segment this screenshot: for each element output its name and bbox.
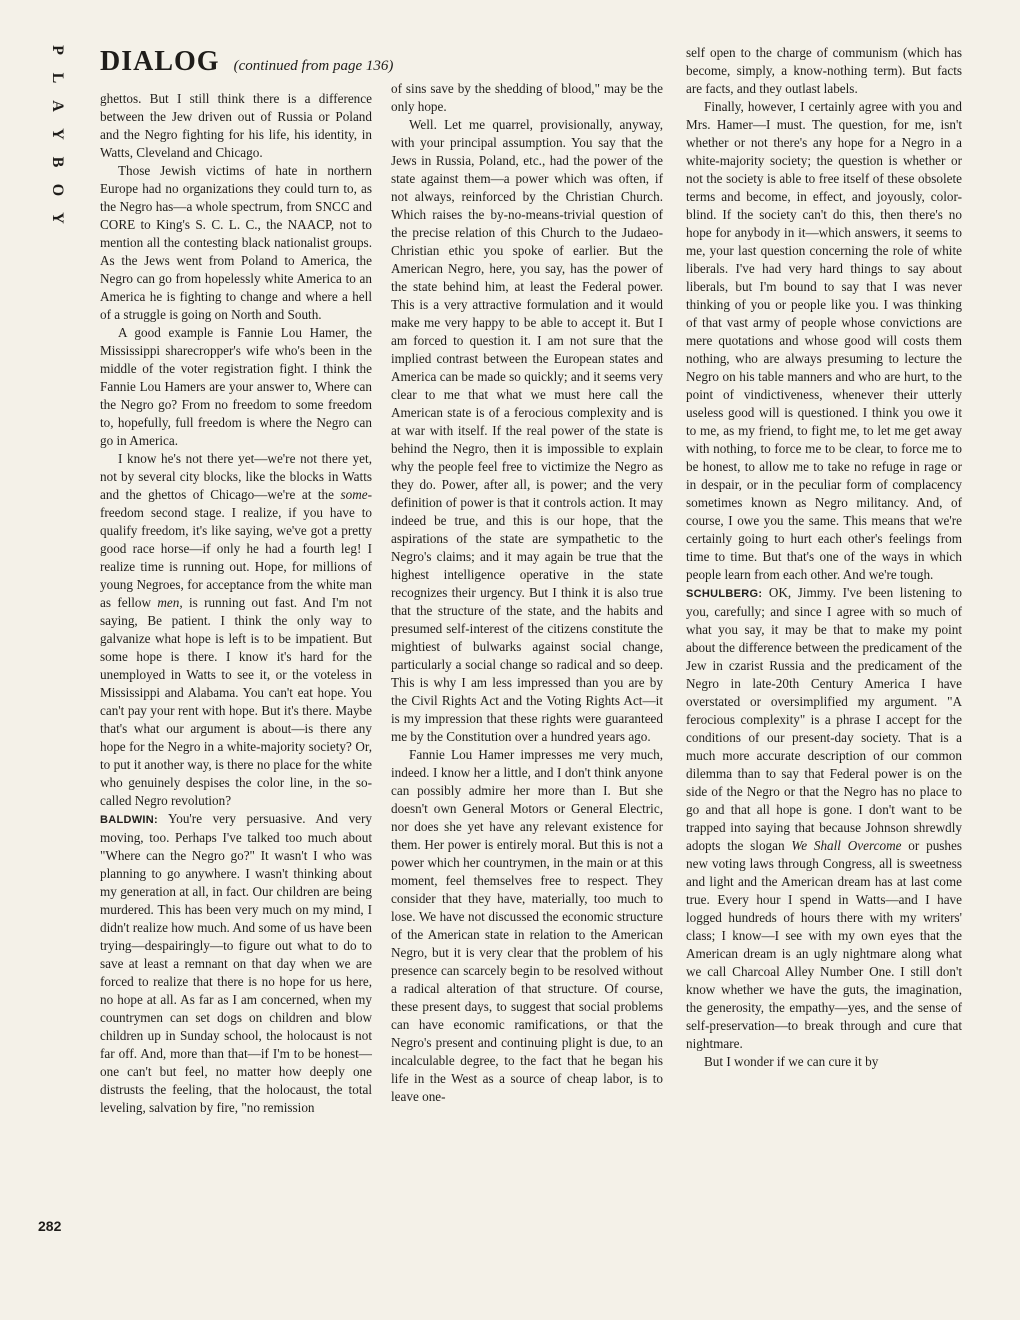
magazine-brand-vertical (40, 42, 74, 238)
text-column-1 (100, 90, 372, 1230)
text-column-3 (686, 44, 962, 1230)
speaker-label: SCHULBERG: (686, 588, 763, 600)
brand-letter: O (49, 183, 66, 197)
brand-letter: L (49, 72, 66, 84)
text-column-2 (391, 80, 663, 1230)
paragraph (100, 450, 372, 810)
article-title: DIALOG (100, 46, 220, 77)
emphasis: We Shall Overcome (791, 838, 902, 853)
paragraph: Those Jewish victims of hate in northern Europe had no organizations they could turn to, as the Negro has—a whole spectrum, from SNCC and CORE to King's S. C. L. C., the NAACP, not to mention all the contesting black nationalist groups. As the Jews went from Poland to America, the Negro can go from hopelessly white America to an America he is fighting to change and where a hell of a struggle is going on North and South. (100, 163, 372, 322)
text-run: -freedom second stage. I realize, if you have to qualify freedom, it's like saying, we've got a pretty good race horse—if only he had a fourth leg! I realize time is running out. Hope, for millions of young Negroes, for acceptance from the white man as fellow (100, 487, 372, 610)
brand-letter: Y (49, 212, 66, 224)
paragraph: A good example is Fannie Lou Hamer, the Mississippi sharecropper's wife who's been in the middle of the voter registration fight. I think the Fannie Lou Hamers are your answer to, Where can the Negro go? From no freedom to some freedom to, hopefully, full freedom is where the Negro can go in America. (100, 325, 372, 448)
text-run: I know he's not there yet—we're not there yet, not by several city blocks, like the blocks in Watts and the ghettos of Chicago—we're at the (100, 451, 372, 502)
text-run: You're very persuasive. And very moving, too. Perhaps I've talked too much about "Where can the Negro go?" It wasn't I who was planning to go anywhere. I wasn't thinking about my generation at all, in fact. Our children are being murdered. This has been very much on my mind, I didn't realize how much. And some of us have been trying—despairingly—to figure out what to do to save at least a remnant on that day when we are forced to realize that there is no hope for us here, no hope at all. As far as I am concerned, when my countrymen can set dogs on children and blow children up in Sunday school, the holocaust is not far off. And, more than that—if I'm to be honest—one can't but feel, no matter how deeply one distrusts the feeling, that the holocaust, the total leveling, salvation by fire, "no remission (100, 811, 372, 1115)
emphasis: men, (157, 595, 183, 610)
paragraph: Well. Let me quarrel, provisionally, anyway, with your principal assumption. You say that the Jews in Russia, Poland, etc., had the power of the state against them—a power which was often, if not always, reinforced by the Christian Church. Which raises the by-no-means-trivial question of the precise relation of this Church to the Judaeo-Christian ethic you spoke of earlier. But the American Negro, here, you say, has the power of the state behind him, at least the Federal power. This is a very attractive formulation and it would make me very happy to be able to accept it. But I am forced to question it. I am not sure that the implied contrast between the European states and America can be made so quickly; and it seems very clear to me that what we must here call the American state is of a ferocious complexity and is at war with itself. If the real power of the state is behind the Negro, then it is impossible to explain why the people feel free to victimize the Negro as they do. Power, after all, is power; and the very definition of power is that it controls action. It may indeed be true, and this is our hope, that the aspirations of the state are sympathetic to the Negro's claims; and it may again be true that the highest intelligence operative in the state recognizes their urgency. But I think it is also true that the structure of the state, and the habits and presumed self-interest of the citizens constitute the mightiest of bulwarks against social change, particularly a social change so radical and so deep. This is why I am less impressed than you are by the Civil Rights Act and the Voting Rights Act—it is my impression that these rights were guaranteed me by the Constitution over a hundred years ago. (391, 117, 663, 744)
article-header (100, 46, 393, 78)
text-run: OK, Jimmy. I've been listening to you, carefully; and since I agree with so much of what you say, it may be that to make my point about the difference between the predicament of the Jew in czarist Russia and the predicament of the Negro in late-20th Century America I have overstated or oversimplified my argument. "A ferocious complexity" is a phrase I accept for the conditions of our present-day society. That is a much more accurate description of our common dilemma than to say that Federal power is on the side of the Negro or that the Negro has no place to go and that all hope is gone. I don't want to be trapped into saying that because Johnson shrewdly adopts the slogan (686, 585, 962, 853)
paragraph: of sins save by the shedding of blood," may be the only hope. (391, 81, 663, 114)
brand-letter: B (49, 156, 66, 168)
text-run: or pushes new voting laws through Congress, all is sweetness and light and the American dream has at last come true. Every hour I spend in Watts—and I have logged hundreds of hours there with my writers' class; I know—I see with my own eyes that the American dream is an ugly nightmare along what we call Charcoal Alley Number One. I still don't know whether we have the guts, the imagination, the generosity, the empathy—yes, and the sense of self-preservation—to break through and cure that nightmare. (686, 838, 962, 1051)
page-number: 282 (38, 1218, 62, 1234)
paragraph: Finally, however, I certainly agree with you and Mrs. Hamer—I must. The question, for me, isn't whether or not there's any hope for a Negro in a white-majority society; the question is whether or not the society is able to free itself of these obsolete terms and become, in effect, and joyously, color-blind. If the society can't do this, then there's no hope for anybody in it—which answers, it seems to me, your last question concerning the role of white liberals. I've had very hard things to say about liberals, but I'm bound to say that I was never thinking of you or people like you. I was thinking of that vast army of people whose convictions are mere quotations and whose good will costs them nothing, who are always presuming to lecture the Negro on his table manners and who are hurt, to the point of vindictiveness, whenever their utterly useless good will is questioned. I think you owe it to me, as my friend, to fight me, to let me get away with nothing, to force me to be clear, to force me to be honest, to allow me to take no refuge in rage or in despair, or in the peculiar form of complacency sometimes known as Negro militancy. And, of course, I owe you the same. This means that we're certainly going to hurt each other's feelings from time to time. But that's one of the ways in which people learn from each other. And we're tough. (686, 99, 962, 582)
paragraph: self open to the charge of communism (which has become, simply, a know-nothing term). But facts are facts, and they outlast labels. (686, 45, 962, 96)
brand-letter: A (49, 100, 66, 112)
paragraph (686, 584, 962, 1053)
continued-note: (continued from page 136) (233, 58, 394, 74)
brand-letter: P (49, 45, 66, 55)
emphasis: some (340, 487, 368, 502)
paragraph: ghettos. But I still think there is a difference between the Jew driven out of Russia or Poland and the Negro fighting for his life, his identity, in Watts, Cleveland and Chicago. (100, 91, 372, 160)
paragraph: Fannie Lou Hamer impresses me very much, indeed. I know her a little, and I don't think anyone can possibly admire her more than I. But she doesn't own General Motors or General Electric, nor does she yet have any relevant existence for them. Her power is entirely moral. But this is not a power which her countrymen, in the main or at this moment, feel themselves free to respect. They consider that they have, materially, too much to lose. We have not discussed the economic structure of the American state in relation to the American Negro, but it is very clear that the problem of his presence can scarcely begin to be resolved without a radical alteration of that structure. Of course, these present days, to suggest that social problems can have economic ramifications, or that the Negro's present and continuing plight is due, to an incalculable degree, to the fact that he began his life in the West as a source of cheap labor, is to leave one- (391, 747, 663, 1104)
speaker-label: BALDWIN: (100, 814, 158, 826)
paragraph: But I wonder if we can cure it by (704, 1054, 879, 1069)
paragraph (100, 810, 372, 1117)
brand-letter: Y (49, 128, 66, 140)
text-run: is running out fast. And I'm not saying, Be patient. I think the only way to galvanize what hope is left is to be impatient. But some hope is there. I know it's hard for the unemployed in Watts to see it, or the voteless in Mississippi and Alabama. You can't eat hope. You can't pay your rent with hope. But it's there. Maybe that's what our argument is about—is there any hope for the Negro in a white-majority society? Or, to put it another way, is there no place for the white who genuinely despises the color line, in the so-called Negro revolution? (100, 595, 372, 808)
